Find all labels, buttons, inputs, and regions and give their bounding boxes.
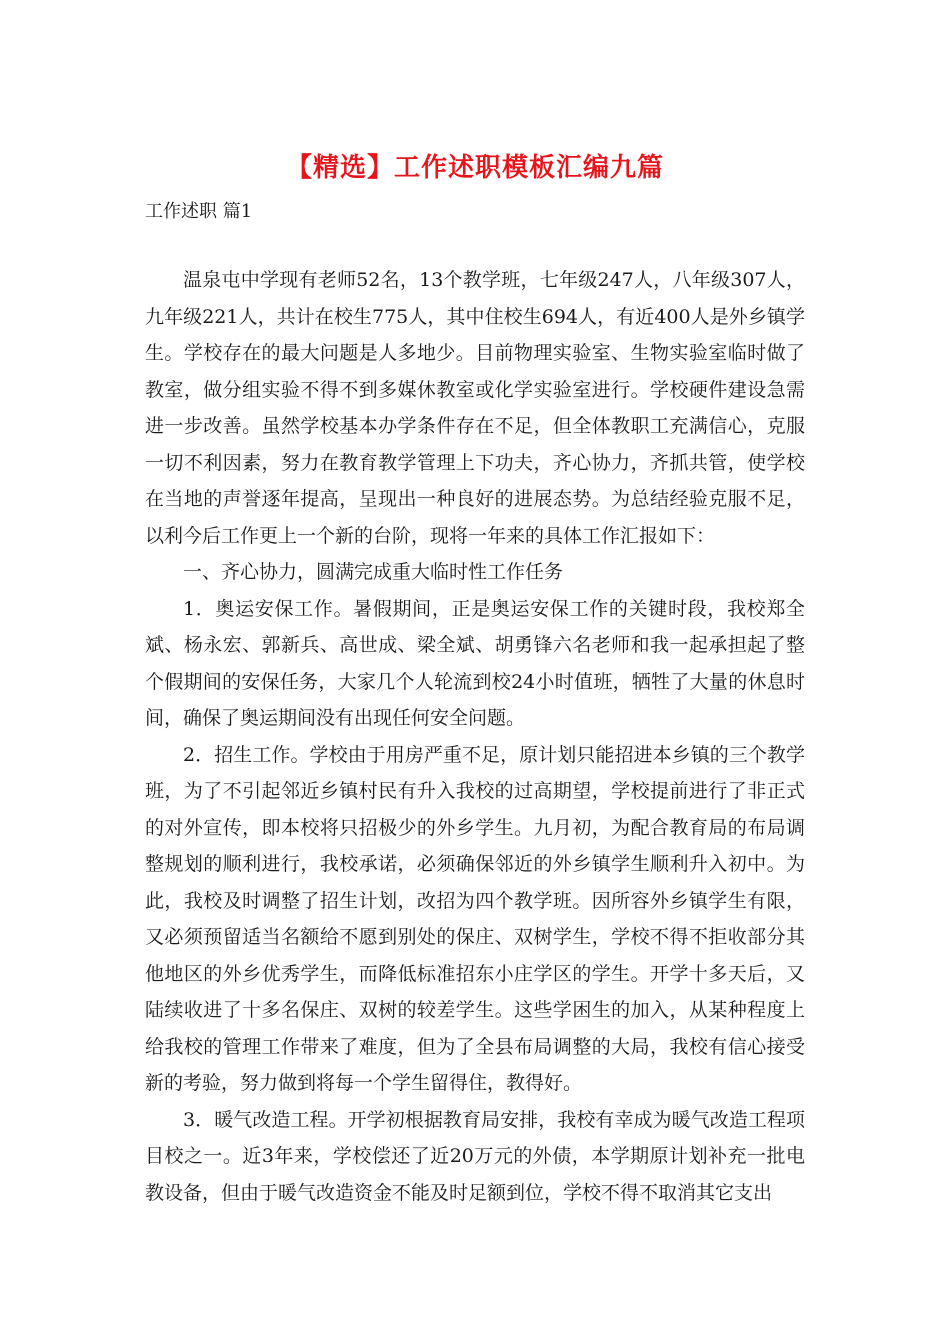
paragraph-subheading: 一、齐心协力，圆满完成重大临时性工作任务: [183, 561, 564, 583]
document-title: 【精选】工作述职模板汇编九篇: [285, 153, 664, 183]
section-heading: 工作述职 篇1: [145, 201, 253, 222]
paragraph-item-3: 3．暖气改造工程。开学初根据教育局安排，我校有幸成为暖气改造工程项目校之一。近3年来，学校偿还了近20万元的外债，本学期原计划补充一批电教设备，但由于暖气改造资金不能及时足额到位，学校不得不取消其它支出: [145, 1108, 805, 1204]
paragraph-intro: 温泉屯中学现有老师52名，13个教学班，七年级247人，八年级307人，九年级221人，共计在校生775人，其中住校生694人，有近400人是外乡镇学生。学校存在的最大问题是人多地少。目前物理实验室、生物实验室临时做了教室，做分组实验不得不到多媒休教室或化学实验室进行。学校硬件建设急需进一步改善。虽然学校基本办学条件存在不足，但全体教职工充满信心，克服一切不利因素，努力在教育教学管理上下功夫，齐心协力，齐抓共管，使学校在当地的声誉逐年提高，呈现出一种良好的进展态势。为总结经验克服不足，以利今后工作更上一个新的台阶，现将一年来的具体工作汇报如下：: [145, 269, 805, 547]
paragraph-item-2: 2．招生工作。学校由于用房严重不足，原计划只能招进本乡镇的三个教学班，为了不引起邻近乡镇村民有升入我校的过高期望，学校提前进行了非正式的对外宣传，即本校将只招极少的外乡学生。九月初，为配合教育局的布局调整规划的顺利进行，我校承诺，必须确保邻近的外乡镇学生顺利升入初中。为此，我校及时调整了招生计划，改招为四个教学班。因所容外乡镇学生有限，又必须预留适当名额给不愿到别处的保庄、双树学生，学校不得不拒收部分其他地区的外乡优秀学生，而降低标准招东小庄学区的学生。开学十多天后，又陆续收进了十多名保庄、双树的较差学生。这些学困生的加入，从某种程度上给我校的管理工作带来了难度，但为了全县布局调整的大局，我校有信心接受新的考验，努力做到将每一个学生留得住，教得好。: [145, 743, 805, 1094]
document-body: [145, 262, 805, 1211]
paragraph-item-1: 1．奥运安保工作。暑假期间，正是奥运安保工作的关键时段，我校郑全斌、杨永宏、郭新兵、高世成、梁全斌、胡勇锋六名老师和我一起承担起了整个假期间的安保任务，大家几个人轮流到校24小时值班，牺牲了大量的休息时间，确保了奥运期间没有出现任何安全问题。: [145, 597, 805, 729]
